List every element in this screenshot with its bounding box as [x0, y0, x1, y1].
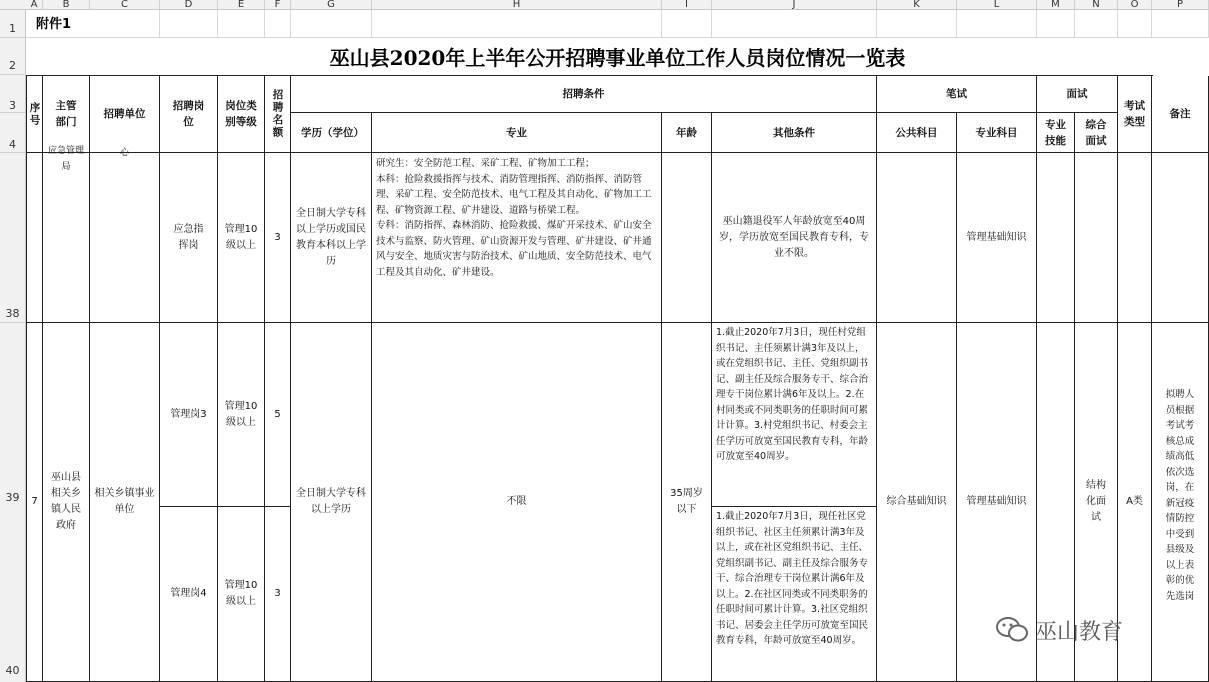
- header-age[interactable]: 年龄: [662, 113, 712, 153]
- row39-dept[interactable]: 巫山县相关乡镇人民政府: [43, 323, 90, 682]
- header-written[interactable]: 笔试: [877, 76, 1037, 113]
- row38-other[interactable]: 巫山籍退役军人年龄放宽至40周岁，学历放宽至国民教育专科，专业不限。: [712, 153, 877, 323]
- row-header-4[interactable]: 4: [0, 113, 26, 153]
- row38-edu[interactable]: 全日制大学专科以上学历或国民教育本科以上学历: [291, 153, 372, 323]
- row39-exam-type[interactable]: A类: [1118, 323, 1152, 682]
- row39-pub[interactable]: 综合基础知识: [877, 323, 957, 682]
- column-header-j[interactable]: J: [712, 0, 877, 10]
- grid-cell: [291, 10, 372, 38]
- column-header-i[interactable]: I: [662, 0, 712, 10]
- column-header-g[interactable]: G: [291, 0, 372, 10]
- header-count[interactable]: 招聘名额: [265, 76, 291, 153]
- grid-cell: [160, 10, 218, 38]
- row38-unit[interactable]: 心: [90, 153, 160, 323]
- row39-count-b[interactable]: 3: [265, 507, 291, 682]
- row39-note[interactable]: 拟聘人员根据考试考核总成绩高低依次选岗，在新冠疫情防控中受到县级及以上表彰的优先选岗: [1152, 323, 1209, 682]
- watermark: [995, 612, 1123, 648]
- row39-post-a[interactable]: 管理岗3: [160, 323, 218, 507]
- row39-level-b[interactable]: 管理10级以上: [218, 507, 265, 682]
- attachment-label: 附件1: [36, 17, 72, 32]
- header-unit[interactable]: 招聘单位: [90, 76, 160, 153]
- header-note[interactable]: 备注: [1152, 76, 1209, 153]
- row-header-40[interactable]: 40: [0, 660, 26, 682]
- watermark-text: 巫山教育: [1035, 619, 1124, 645]
- header-major[interactable]: 专业: [372, 113, 662, 153]
- row38-level[interactable]: 管理10级以上: [218, 153, 265, 323]
- column-header-o[interactable]: O: [1118, 0, 1152, 10]
- header-post[interactable]: 招聘岗位: [160, 76, 218, 153]
- column-header-p[interactable]: P: [1152, 0, 1209, 10]
- row-header-1[interactable]: 1: [0, 10, 26, 38]
- row39-prof[interactable]: 管理基础知识: [957, 323, 1037, 682]
- row38-seq[interactable]: [27, 153, 43, 323]
- row38-count[interactable]: 3: [265, 153, 291, 323]
- row38-age[interactable]: [662, 153, 712, 323]
- row39-comp[interactable]: 结构化面试: [1075, 323, 1118, 682]
- column-header-m[interactable]: M: [1037, 0, 1075, 10]
- title-row[interactable]: [26, 38, 1209, 75]
- grid-cell: [957, 10, 1037, 38]
- row38-skill[interactable]: [1037, 153, 1075, 323]
- header-level[interactable]: 岗位类别等级: [218, 76, 265, 153]
- row38-prof[interactable]: 管理基础知识: [957, 153, 1037, 323]
- column-header-f[interactable]: F: [265, 0, 291, 10]
- column-header-l[interactable]: L: [957, 0, 1037, 10]
- header-interview[interactable]: 面试: [1037, 76, 1118, 113]
- row39-major[interactable]: 不限: [372, 323, 662, 682]
- grid-cell: [662, 10, 712, 38]
- header-prof[interactable]: 专业科目: [957, 113, 1037, 153]
- row38-comp[interactable]: [1075, 153, 1118, 323]
- row38-post[interactable]: 应急指挥岗: [160, 153, 218, 323]
- header-exam-type[interactable]: 考试类型: [1118, 76, 1152, 153]
- row39-post-b[interactable]: 管理岗4: [160, 507, 218, 682]
- row39-seq[interactable]: 7: [27, 323, 43, 682]
- header-dept[interactable]: 主管部门: [43, 76, 90, 153]
- grid-cell: [712, 10, 877, 38]
- row38-note[interactable]: [1152, 153, 1209, 323]
- grid-cell: [1118, 10, 1152, 38]
- row-header-39[interactable]: 39: [0, 323, 26, 673]
- grid-cell: [90, 10, 160, 38]
- row-header-2[interactable]: 2: [0, 38, 26, 75]
- row38-exam-type[interactable]: [1118, 153, 1152, 323]
- grid-cell: [218, 10, 265, 38]
- row38-pub[interactable]: [877, 153, 957, 323]
- row38-major[interactable]: 研究生：安全防范工程、采矿工程、矿物加工工程； 本科：抢险救援指挥与技术、消防管理指挥、消防指挥、消防管理、采矿工程、安全防范技术、电气工程及其自动化、矿物加工工程、矿物资源工程、矿井建设、道路与桥梁工程。 专科：消防指挥、森林消防、抢险救援、煤矿开采技术、矿山安全技术与监察、防火管理、矿山资源开发与管理、矿井建设、矿井通风与安全、地质灾害与防治技术、矿山地质、安全防范技术、电气工程及其自动化、矿井建设。: [372, 153, 662, 323]
- column-header-e[interactable]: E: [218, 0, 265, 10]
- header-edu[interactable]: 学历（学位）: [291, 113, 372, 153]
- grid-cell: [877, 10, 957, 38]
- header-pub[interactable]: 公共科目: [877, 113, 957, 153]
- header-other[interactable]: 其他条件: [712, 113, 877, 153]
- column-header-n[interactable]: N: [1075, 0, 1118, 10]
- header-skill[interactable]: 专业技能: [1037, 113, 1075, 153]
- row39-unit[interactable]: 相关乡镇事业单位: [90, 323, 160, 682]
- grid-cell: [1075, 10, 1118, 38]
- row39-age[interactable]: 35周岁以下: [662, 323, 712, 682]
- grid-cell: [372, 10, 662, 38]
- header-conditions[interactable]: 招聘条件: [291, 76, 877, 113]
- row39-other-a[interactable]: 1.截止2020年7月3日，现任村党组织书记、主任须累计满3年及以上，或在党组织书记、主任、党组织副书记、副主任及综合服务专干、综合治理专干岗位累计满6年及以上。2.在村同类或不同类职务的任职时间可累计计算。3.村党组织书记、村委会主任学历可放宽至国民教育专科，年龄可放宽至40周岁。: [712, 323, 877, 507]
- grid-cell: [265, 10, 291, 38]
- wechat-icon: [995, 616, 1029, 644]
- row39-level-a[interactable]: 管理10级以上: [218, 323, 265, 507]
- row-header-3[interactable]: 3: [0, 75, 26, 113]
- column-header-b[interactable]: B: [43, 0, 90, 10]
- page-title: 巫山县2020年上半年公开招聘事业单位工作人员岗位情况一览表: [329, 46, 906, 70]
- column-header-d[interactable]: D: [160, 0, 218, 10]
- row38-dept[interactable]: 应急管理局: [43, 153, 90, 323]
- grid-cell: [1037, 10, 1075, 38]
- column-header-a[interactable]: A: [26, 0, 43, 10]
- row39-edu[interactable]: 全日制大学专科以上学历: [291, 323, 372, 682]
- column-header-k[interactable]: K: [877, 0, 957, 10]
- row-header-38[interactable]: 38: [0, 153, 26, 323]
- header-comp[interactable]: 综合面试: [1075, 113, 1118, 153]
- row39-other-b[interactable]: 1.截止2020年7月3日，现任社区党组织书记、社区主任须累计满3年及以上，或在社区党组织书记、主任、党组织副书记、副主任及综合服务专干、综合治理专干岗位累计满6年及以上。2.在社区同类或不同类职务的任职时间可累计计算。3.社区党组织书记、居委会主任学历可放宽至国民教育专科，年龄可放宽至40周岁。: [712, 507, 877, 682]
- row39-count-a[interactable]: 5: [265, 323, 291, 507]
- header-seq[interactable]: 序号: [27, 76, 43, 153]
- column-header-c[interactable]: C: [90, 0, 160, 10]
- column-header-h[interactable]: H: [372, 0, 662, 10]
